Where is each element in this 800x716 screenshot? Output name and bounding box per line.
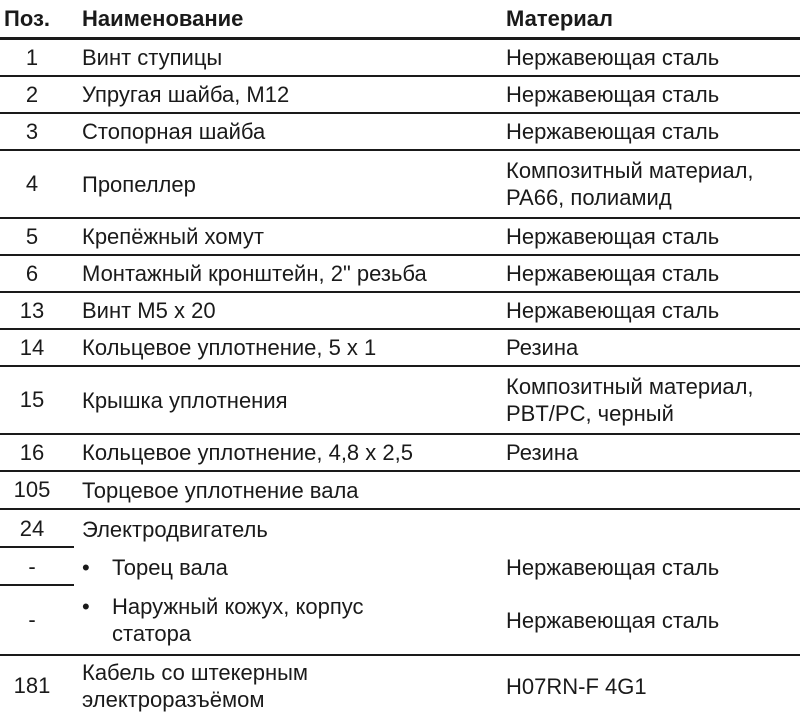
row-pos: 5 [25,223,39,249]
row-pos: 15 [19,387,45,412]
row-name-line2: электроразъёмом [82,687,265,712]
table-row [0,219,800,256]
row-pos: 3 [25,118,39,144]
table-row [0,77,800,114]
row-material: Нержавеющая сталь [506,554,720,580]
table-row [0,114,800,151]
row-name: Кольцевое уплотнение, 5 x 1 [82,335,377,360]
table-row [0,510,800,548]
row-material: Нержавеющая сталь [506,607,720,633]
table-row [0,256,800,293]
row-material: Нержавеющая сталь [506,119,720,144]
row-name: Винт M5 x 20 [82,298,216,323]
row-material: Нержавеющая сталь [506,261,720,286]
table-row [0,656,800,716]
row-name-line1: Наружный кожух, корпус [112,594,364,619]
header-name: Наименование [82,6,244,31]
row-material-line2: PA66, полиамид [506,185,672,210]
table-row [0,472,800,510]
row-name [64,659,490,713]
table-row [0,151,800,219]
table-row [0,586,800,656]
row-material: Нержавеющая сталь [506,45,720,70]
row-material [490,373,800,427]
row-material-line2: PBT/PC, черный [506,401,674,426]
row-name: Пропеллер [82,171,196,197]
table-row [0,40,800,77]
header-pos: Поз. [4,5,51,31]
row-pos: - [28,607,36,632]
row-pos: 6 [25,260,39,286]
row-name: Электродвигатель [82,516,268,542]
bullet-icon: • [82,554,90,580]
row-name-line2: статора [112,621,192,646]
row-material: H07RN-F 4G1 [506,673,647,699]
row-pos: 2 [25,81,39,107]
row-material-line1: Композитный материал, [506,374,754,399]
row-pos: 105 [13,477,51,502]
row-pos: 4 [25,171,39,196]
row-name: Винт ступицы [82,45,223,70]
row-name: Кольцевое уплотнение, 4,8 x 2,5 [82,440,413,465]
row-name: Упругая шайба, M12 [82,82,290,107]
table-header [0,0,800,40]
row-material: Нержавеющая сталь [506,224,720,249]
row-name: Торцевое уплотнение вала [82,477,359,503]
row-name [64,593,490,647]
row-material: Резина [506,335,579,360]
table-row [0,548,800,586]
row-name-line1: Кабель со штекерным [82,660,309,685]
row-material: Нержавеющая сталь [506,298,720,323]
table-row [0,367,800,435]
row-material: Нержавеющая сталь [506,82,720,107]
row-pos: 181 [13,673,51,698]
table-row [0,330,800,367]
row-material [490,157,800,211]
row-pos: - [28,554,36,579]
row-pos: 1 [25,44,39,70]
row-name: Монтажный кронштейн, 2" резьба [82,261,427,286]
row-material: Резина [506,440,579,465]
table-row [0,293,800,330]
row-name [64,554,490,581]
row-pos: 16 [19,439,45,465]
row-pos: 13 [19,297,45,323]
row-material-line1: Композитный материал, [506,158,754,183]
row-name: Крышка уплотнения [82,387,288,413]
row-pos: 14 [19,334,45,360]
row-pos: 24 [19,516,45,541]
row-name: Стопорная шайба [82,119,266,144]
row-name: Крепёжный хомут [82,224,264,249]
table-row [0,435,800,472]
row-name-text: Торец вала [112,554,228,580]
bullet-icon: • [82,594,90,619]
header-material: Материал [506,6,614,31]
